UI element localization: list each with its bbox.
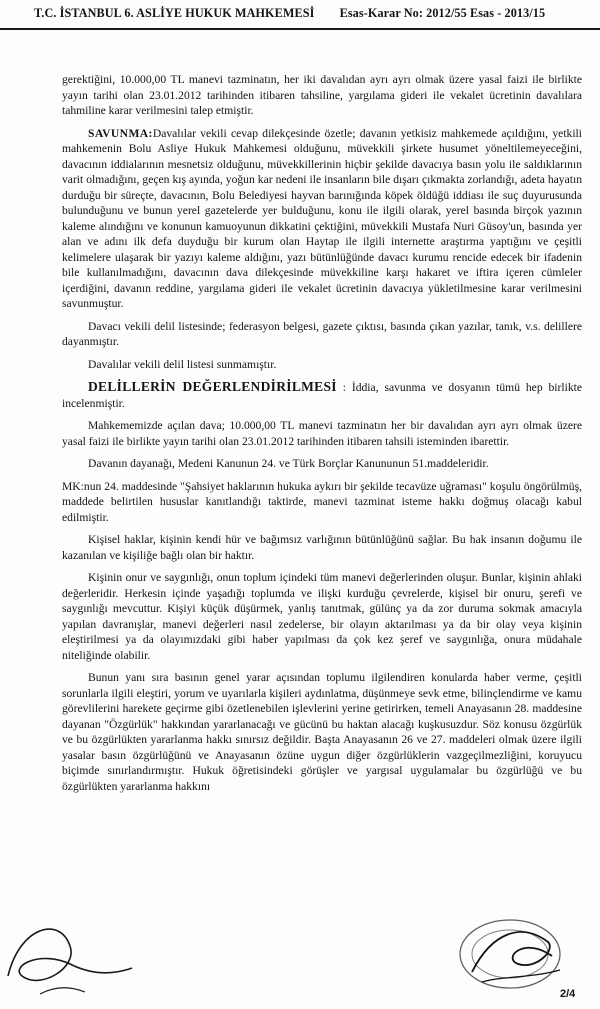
court-name: T.C. İSTANBUL 6. ASLİYE HUKUK MAHKEMESİ — [34, 6, 315, 20]
paragraph-defendant-evidence: Davalılar vekili delil listesi sunmamıştır. — [88, 357, 277, 371]
page-number: 2/4 — [560, 988, 576, 1000]
paragraph-personal-rights: Kişisel haklar, kişinin kendi hür ve bağımsız varlığının bütünlüğünü sağlar. Bu hak insanın doğumu ile kazanılan ve kişiliğe bağlı olan bir haktır. — [62, 533, 582, 562]
page-header — [34, 6, 582, 21]
paragraph-claim-end: gerektiğini, 10.000,00 TL manevi tazminatın, her iki davalıdan ayrı ayrı olmak üzere yasal faizi ile birlikte yayın tarihi olan 23.01.2012 tarihinden itibaren tahsiline, yargılama gideri ile vekalet ücretinin davalılara tahmiline karar verilmesini talep etmiştir. — [62, 73, 582, 117]
paragraph-savunma — [62, 126, 582, 312]
paragraph-mk-24: MK:nun 24. maddesinde "Şahsiyet haklarının hukuka aykırı bir şekilde tecavüze uğraması" koşulu öngörülmüş, maddede belirtilen hususlar kanıtlandığı taktirde, manevi tazminat isteme hakkı doğmuş olacağı kabul edilmiştir. — [62, 479, 582, 524]
court-stamp — [452, 912, 567, 992]
header-rule — [0, 28, 600, 30]
savunma-heading: SAVUNMA: — [88, 126, 153, 140]
savunma-text: Davalılar vekili cevap dilekçesinde özetle; davanın yetkisiz mahkemede açıldığını, yetkili mahkemenin Bolu Asliye Hukuk Mahkemesi olduğunu, müvekkili şirkete husumet yöneltilemeyeceğini, davacının iddialarının mesnetsiz olduğunu, müvekkillerinin hiçbir şekilde davacıya basın yolu ile saldıklarının varit olmadığını, geçen kış ayında, yoğun kar nedeni ile insanların bile dışarı çıkmakta zorlandığı, adeta hayatın durduğu bir süreçte, davacının, Bolu Belediyesi hayvan barınığında köpek öldüğü iddiası ile suç duyurusunda bulunduğunu ve bunun yerel gazetelerde yer bulduğunu, konu ile ilgili olarak, yerel basında birçok yazının kaleme alındığını ve konunun kamuoyunun dikkatini çektiğini, müvekkili Mustafa Nuri Güsoy'un, basında yer alan ve adını ilk defa duyduğu bir kurum olan Haytap ile ilgili internette araştırma yaptığını ve çeşitli kelimelere ulaşarak bir yazıyı kaleme aldığını, yazı bütünlüğünde davacı kurumu rencide edecek bir ifadenin bile kullanılmadığını, davacının dava dilekçesinde müvekkiline karşı hakaret ve iftira içeren cümleler içerdiğini, davanın reddine, yargılama gideri ile vekalet ücretinin davacıya yükletilmesine karar verilmesini savunmuştur. — [62, 126, 582, 310]
paragraph-plaintiff-evidence: Davacı vekili delil listesinde; federasyon belgesi, gazete çıktısı, basında çıkan yazılar, tanık, v.s. delillere dayanmıştır. — [62, 319, 582, 348]
evaluation-heading: DELİLLERİN DEĞERLENDİRİLMESİ — [88, 379, 337, 394]
case-number: Esas-Karar No: 2012/55 Esas - 2013/15 — [339, 6, 546, 20]
paragraph-press: Bunun yanı sıra basının genel yarar açısından toplumu ilgilendiren konularda haber verme, çeşitli sorunlarla ilgili eleştiri, yorum ve uyarılarla kişileri aydınlatma, düşünmeye sevk etme, bilinçlendirme ve kamu görevlilerini harekete geçirme gibi özetlenebilen işlevlerini yerine getirirken, temeli Anayasanın 28. maddesine dayanan "Özgürlük" hakkından yararlanacağı ve gücünü bu haktan alacağı kuşkusuzdur. Söz konusu özgürlük ve bu özgürlükten yararlanma hakkı sınırsız değildir. Başta Anayasanın 26 ve 27. maddeleri olmak üzere ilgili yasalar basın özgürlüğünü ve Anayasanın özüne uygun diğer özgürlüklerin vazgeçilmezliğini, koruyucu biçimde sınırlandırmıştır. Hukuk öğretisindeki görüşler ve yargısal uygulamalar bu özgürlüğü ve bu özgürlükten yararlanma hakkını — [62, 671, 582, 793]
paragraph-evaluation — [62, 379, 582, 411]
paragraph-case-subject: Mahkememizde açılan dava; 10.000,00 TL manevi tazminatın her bir davalıdan ayrı ayrı olmak üzere yasal faizi ile birlikte yayın tarihi olan 23.01.2012 tarihinden itibaren tahsili isteminden ibarettir. — [62, 419, 582, 448]
evaluation-text: : İddia, savunma ve dosyanın tümü hep birlikte incelenmiştir. — [62, 381, 582, 410]
paragraph-legal-basis: Davanın dayanağı, Medeni Kanunun 24. ve Türk Borçlar Kanununun 51.maddeleridir. — [88, 457, 489, 470]
paragraph-honor: Kişinin onur ve saygınlığı, onun toplum içindeki tüm manevi değerlerinden oluşur. Bunlar, kişinin ahlaki değerleridir. Herkesin içinde yaşadığı toplumda ve ilişki kurduğu çevrelerde, kişisel bir onuru, şerefi ve saygınlığı mevcuttur. Kişiyi küçük düşürmek, yanlış tanıtmak, gülünç ya da zor duruma sokmak amacıyla yapılan davranışlar, manevi değerleri nasıl zedelerse, bir olayın aktarılması ya da bir olay veya kişinin eleştirilmesi ya da olayımızdaki gibi haber yapılması da çok kez şeref ve saygınlığa, onura müdahale niteliğinde olabilir. — [62, 571, 582, 662]
document-body — [62, 72, 582, 801]
signature-left — [0, 906, 140, 1001]
